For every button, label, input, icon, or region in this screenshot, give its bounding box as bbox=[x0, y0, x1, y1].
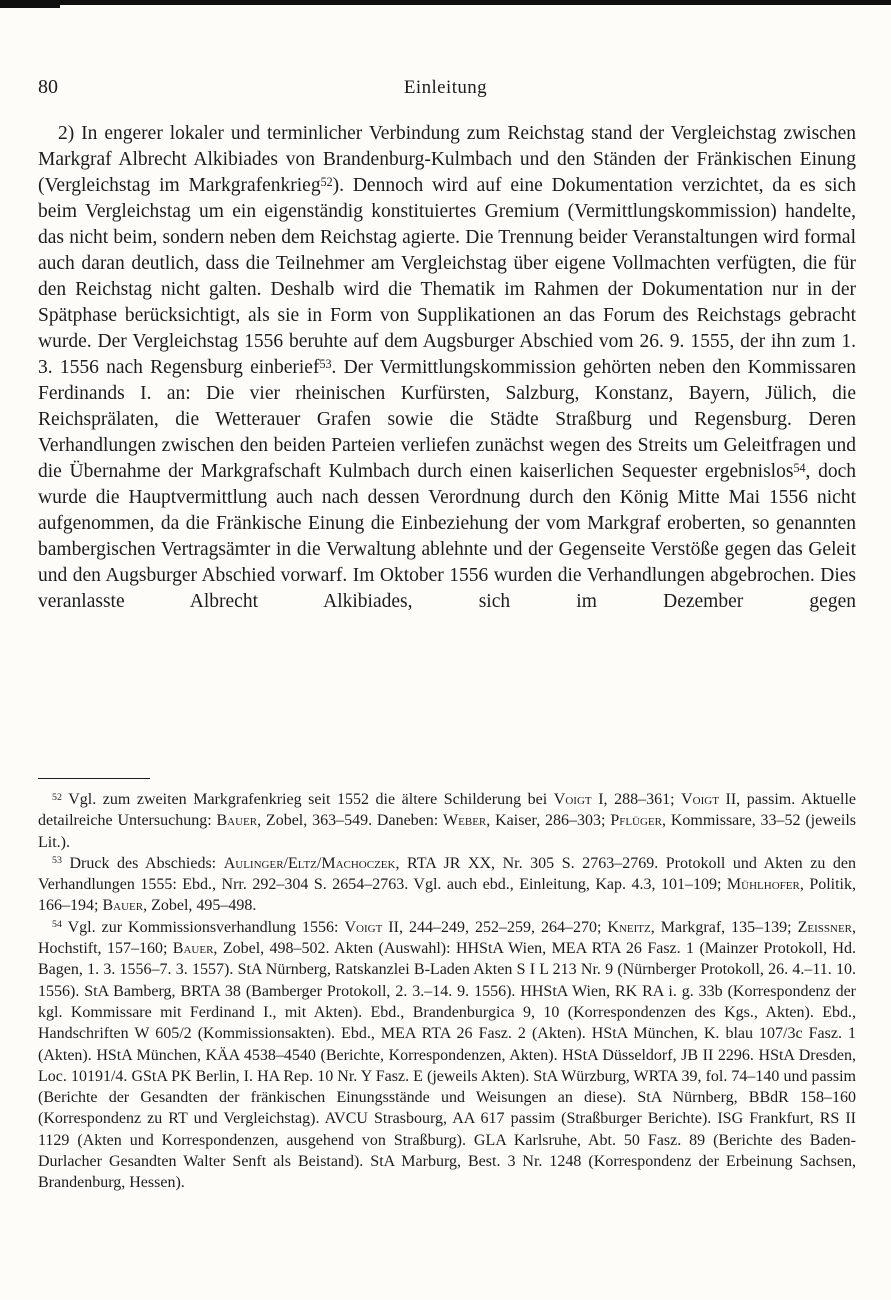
running-header: Einleitung bbox=[403, 77, 488, 98]
scan-edge-top bbox=[0, 0, 891, 5]
footnotes-section bbox=[38, 789, 856, 1194]
body-paragraph: 2) In engerer lokaler und terminlicher Verbindung zum Reichstag stand der Vergleichstag zwischen Markgraf Albrecht Alkibiades von Brandenburg-Kulmbach und den Ständen der Fränkischen Einung (Vergleichstag im Markgrafenkrieg$^{52}$). Dennoch wird auf eine Dokumentation verzichtet, da es sich beim Vergleichstag um ein eigenständig konstituiertes Gremium (Vermittlungskommission) handelte, das nicht beim, sondern neben dem Reichstag agierte. Die Trennung beider Veranstaltungen wird formal auch daran deutlich, dass die Teilnehmer am Vergleichstag über eigene Vollmachten verfügten, die für den Reichstag nicht galten. Deshalb wird die Thematik im Rahmen der Dokumentation nur in der Spätphase berücksichtigt, als sie in Form von Supplikationen an das Forum des Reichstags gebracht wurde. Der Vergleichstag 1556 beruhte auf dem Augsburger Abschied vom 26. 9. 1555, der ihn zum 1. 3. 1556 nach Regensburg einberief$^{53}$. Der Vermittlungskommission gehörten neben den Kommissaren Ferdinands I. an: Die vier rheinischen Kurfürsten, Salzburg, Konstanz, Bayern, Jülich, die Reichsprälaten, die Wetterauer Grafen sowie die Städte Straßburg und Regensburg. Deren Verhandlungen zwischen den beiden Parteien verliefen zunächst wegen des Streits um Geleitfragen und die Übernahme der Markgrafschaft Kulmbach durch einen kaiserlichen Sequester ergebnislos$^{54}$, doch wurde die Hauptvermittlung auch nach dessen Verordnung durch den König Mitte Mai 1556 nicht aufgenommen, da die Fränkische Einung die Einbeziehung der vom Markgraf eroberten, so genannten bambergischen Vertragsämter in die Verwaltung ablehnte und der Gegenseite Verstöße gegen das Geleit und den Augsburger Abschied vorwarf. Im Oktober 1556 wurden die Verhandlungen abgebrochen. Dies veranlasste Albrecht Alkibiades, sich im Dezember gegen bbox=[38, 123, 856, 612]
page-number: 80 bbox=[38, 76, 58, 98]
footnote-53: $^{53}$ Druck des Abschieds: Aulinger/Eltz/Machoczek, RTA JR XX, Nr. 305 S. 2763–2769. Protokoll und Akten zu den Verhandlungen 1555: Ebd., Nrr. 292–304 S. 2654–2763. Vgl. auch ebd., Einleitung, Kap. 4.3, 101–109; Mühlhofer, Politik, 166–194; Bauer, Zobel, 495–498. bbox=[38, 854, 857, 915]
page-header bbox=[38, 76, 853, 102]
footnote-52: $^{52}$ Vgl. zum zweiten Markgrafenkrieg seit 1552 die ältere Schilderung bei Voigt I, 288–361; Voigt II, passim. Aktuelle detailreiche Untersuchung: Bauer, Zobel, 363–549. Daneben: Weber, Kaiser, 286–303; Pflüger, Kommissare, 33–52 (jeweils Lit.). bbox=[38, 791, 857, 851]
footnote-54: $^{54}$ Vgl. zur Kommissionsverhandlung 1556: Voigt II, 244–249, 252–259, 264–270; Kneitz, Markgraf, 135–139; Zeissner, Hochstift, 157–160; Bauer, Zobel, 498–502. Akten (Auswahl): HHStA Wien, MEA RTA 26 Fasz. 1 (Mainzer Protokoll, Hd. Bagen, 1. 3. 1556–7. 3. 1557). StA Nürnberg, Ratskanzlei B-Laden Akten S I L 213 Nr. 9 (Nürnberger Protokoll, 26. 4.–11. 10. 1556). StA Bamberg, BRTA 38 (Bamberger Protokoll, 2. 3.–14. 9. 1556). HHStA Wien, RK RA i. g. 33b (Korrespondenz der kgl. Kommissare mit Ferdinand I., mit Akten). Ebd., Brandenburgica 9, 10 (Korrespondenzen des Kgs., Akten). Ebd., Handschriften W 605/2 (Kommissionsakten). Ebd., MEA RTA 26 Fasz. 2 (Akten). HStA München, K. blau 107/3c Fasz. 1 (Akten). HStA München, KÄA 4538–4540 (Berichte, Korrespondenzen, Akten). HStA Düsseldorf, JB II 2296. HStA Dresden, Loc. 10191/4. GStA PK Berlin, I. HA Rep. 10 Nr. Y Fasz. E (jeweils Akten). StA Würzburg, WRTA 39, fol. 74–140 und passim (Berichte der Gesandten der fränkischen Einungsstände und Weisungen an diese). StA Nürnberg, BBdR 158–160 (Korrespondenz zu RT und Vergleichstag). AVCU Strasbourg, AA 617 passim (Straßburger Berichte). ISG Frankfurt, RS II 1129 (Akten und Korrespondenzen, ausgehend von Straßburg). GLA Karlsruhe, Abt. 50 Fasz. 89 (Berichte des Baden-Durlacher Gesandten Walter Senft als Beistand). StA Marburg, Best. 3 Nr. 1248 (Korrespondenz der Erbeinung Sachsen, Brandenburg, Hessen). bbox=[38, 918, 857, 1192]
footnote-separator-rule bbox=[38, 778, 150, 779]
